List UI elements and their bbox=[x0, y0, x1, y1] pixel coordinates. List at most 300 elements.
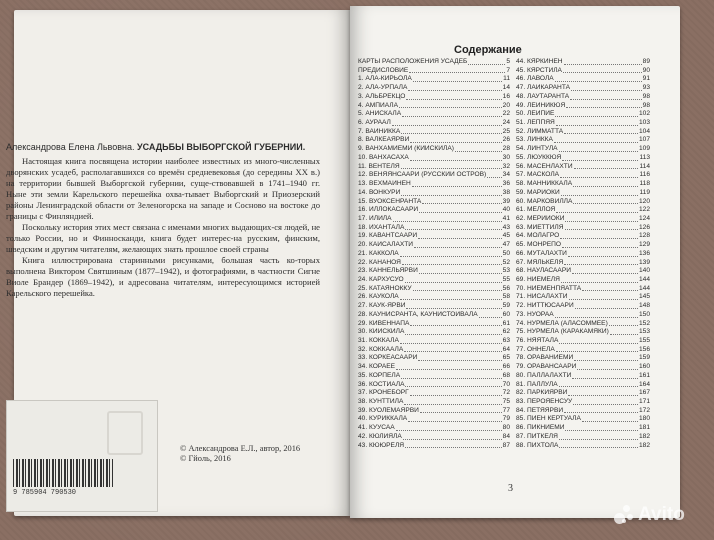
toc-leader bbox=[582, 285, 638, 292]
toc-leader bbox=[582, 415, 638, 422]
toc-entry bbox=[358, 442, 510, 451]
toc-entry bbox=[516, 276, 650, 285]
toc-leader bbox=[400, 337, 502, 344]
toc-entry bbox=[516, 337, 650, 346]
toc-entry-page: 43 bbox=[502, 223, 510, 231]
toc-leader bbox=[570, 93, 642, 100]
toc-leader bbox=[410, 154, 502, 161]
toc-entry-title: 2. АЛА-УРПАЛА bbox=[358, 84, 408, 92]
toc-entry-title: 5. АНИСКАЛА bbox=[358, 110, 402, 118]
toc-title: Содержание bbox=[454, 44, 522, 56]
toc-leader bbox=[577, 363, 638, 370]
toc-leader bbox=[400, 250, 502, 257]
toc-entry-title: 86. ПИКНИЕМИ bbox=[516, 424, 565, 432]
toc-entry-page: 145 bbox=[638, 293, 650, 301]
toc-leader bbox=[405, 381, 501, 388]
toc-leader bbox=[573, 180, 638, 187]
toc-entry-page: 53 bbox=[502, 267, 510, 275]
toc-leader bbox=[479, 311, 502, 318]
toc-leader bbox=[401, 128, 501, 135]
toc-entry-page: 89 bbox=[642, 58, 650, 65]
toc-leader bbox=[405, 442, 502, 449]
toc-entry-page: 11 bbox=[503, 75, 510, 83]
toc-entry-title: 43. КЮЮРЁЛЯ bbox=[358, 441, 405, 449]
barcode-icon bbox=[13, 459, 113, 487]
toc-leader bbox=[610, 328, 638, 335]
annotation-text bbox=[6, 142, 320, 299]
toc-entry-page: 63 bbox=[502, 337, 510, 344]
toc-leader bbox=[561, 276, 638, 283]
toc-entry bbox=[358, 189, 510, 198]
toc-entry-title: 37. КРОНЕБОРГ bbox=[358, 389, 409, 397]
toc-entry bbox=[516, 433, 650, 442]
toc-entry-title: 7. ВАЙНИККА bbox=[358, 127, 401, 135]
toc-entry-page: 182 bbox=[638, 441, 650, 449]
toc-entry bbox=[358, 259, 510, 268]
toc-entry-page: 180 bbox=[638, 415, 650, 423]
toc-entry bbox=[358, 250, 510, 259]
toc-entry bbox=[516, 171, 650, 180]
toc-entry-title: 25. КАТАЯНОККУ bbox=[358, 284, 412, 292]
toc-entry bbox=[358, 363, 510, 372]
toc-leader bbox=[406, 93, 501, 100]
toc-entry bbox=[516, 372, 650, 381]
toc-entry-title: 68. НАУЛАСААРИ bbox=[516, 267, 571, 275]
toc-entry-title: 59. МАРИОКИ bbox=[516, 188, 560, 196]
toc-entry bbox=[358, 154, 510, 163]
toc-entry bbox=[358, 354, 510, 363]
toc-entry bbox=[358, 215, 510, 224]
toc-entry-page: 56 bbox=[502, 284, 510, 292]
toc-leader bbox=[422, 198, 501, 205]
toc-entry bbox=[516, 198, 650, 207]
toc-leader bbox=[408, 415, 501, 422]
toc-entry-title: 81. ПАЛЛУЛА bbox=[516, 380, 558, 388]
toc-entry bbox=[358, 328, 510, 337]
toc-entry-title: 24. КАРХУСУО bbox=[358, 275, 404, 283]
toc-entry bbox=[516, 293, 650, 302]
toc-entry-page: 79 bbox=[502, 415, 510, 423]
toc-entry-page: 107 bbox=[638, 136, 650, 144]
toc-entry-page: 64 bbox=[502, 345, 510, 353]
toc-entry-page: 171 bbox=[638, 398, 650, 406]
toc-entry-title: 62. МЕРИЙОКИ bbox=[516, 214, 565, 222]
toc-entry-title: 3. АЛЬБРЕКЦО bbox=[358, 92, 406, 100]
toc-entry bbox=[358, 276, 510, 285]
toc-entry-title: 75. НУРМЕЛА (КАРАКАМЯКИ) bbox=[516, 328, 609, 336]
annotation-paragraph: Книга иллюстрирована старинными рисунками, большая часть ко-торых выполнена Виктором Святшиным (1877–1942), и фотографиями, в частности Сигне Виоле Брандер (1869–1942), и адресована читателям, интересующимся историей Карельского перешейка. bbox=[6, 255, 320, 298]
toc-entry-page: 136 bbox=[638, 249, 650, 257]
toc-leader bbox=[559, 337, 638, 344]
annotation-paragraph: Поскольку история этих мест связана с именами многих выдающих-ся людей, не только России, но и Финносканди, книга будет интерес-на русским, финским, шведским и другим читателям, желающих знать прошлое своей страны bbox=[6, 222, 320, 254]
toc-entry bbox=[516, 102, 650, 111]
toc-entry bbox=[516, 93, 650, 102]
toc-entry bbox=[516, 206, 650, 215]
toc-entry-title: 21. КАККОЛА bbox=[358, 249, 399, 257]
toc-entry bbox=[516, 154, 650, 163]
toc-entry-page: 182 bbox=[638, 432, 650, 440]
toc-entry-page: 20 bbox=[502, 101, 510, 109]
toc-leader bbox=[564, 407, 638, 414]
toc-entry-title: 47. ЛАЙКАРАНТА bbox=[516, 84, 571, 92]
toc-entry-page: 172 bbox=[638, 406, 650, 414]
toc-leader bbox=[419, 267, 502, 274]
toc-leader bbox=[564, 259, 638, 266]
toc-entry-title: 58. МАННИККАЛА bbox=[516, 180, 573, 188]
publisher-logo-icon bbox=[107, 411, 143, 455]
toc-entry bbox=[358, 433, 510, 442]
toc-entry bbox=[516, 302, 650, 311]
toc-entry-page: 152 bbox=[638, 319, 650, 327]
toc-entry-title: 69. НИЕМЕЛЯ bbox=[516, 275, 560, 283]
toc-entry-page: 52 bbox=[502, 258, 510, 266]
toc-entry-title: 57. МАСКОЛА bbox=[516, 171, 560, 179]
toc-entry-title: 56. МАСЕНЛАХТИ bbox=[516, 162, 573, 170]
toc-entry-page: 5 bbox=[506, 58, 510, 65]
toc-leader bbox=[401, 189, 501, 196]
toc-entry bbox=[516, 215, 650, 224]
toc-entry-page: 181 bbox=[638, 424, 650, 432]
toc-leader bbox=[405, 328, 501, 335]
toc-entry-title: 20. КАЙСАЛАХТИ bbox=[358, 241, 414, 249]
toc-entry-title: 4. АМПИАЛА bbox=[358, 101, 398, 109]
toc-entry bbox=[516, 58, 650, 67]
toc-leader bbox=[404, 346, 501, 353]
toc-entry-title: 80. ПАЛЛАЛАХТИ bbox=[516, 371, 572, 379]
toc-leader bbox=[404, 398, 501, 405]
toc-entry-title: 42. КЮЛИЯЛА bbox=[358, 432, 402, 440]
toc-entry bbox=[516, 224, 650, 233]
toc-entry bbox=[516, 320, 650, 329]
toc-entry-title: 15. ВУОКСЕНРАНТА bbox=[358, 197, 422, 205]
toc-leader bbox=[413, 285, 502, 292]
toc-entry bbox=[516, 407, 650, 416]
toc-entry-page: 22 bbox=[502, 110, 510, 118]
toc-entry bbox=[358, 381, 510, 390]
toc-leader bbox=[420, 407, 502, 414]
toc-entry-page: 62 bbox=[502, 328, 510, 336]
watermark-text: Avito bbox=[638, 504, 685, 525]
toc-entry-title: 88. ПИХТОЛА bbox=[516, 441, 559, 449]
toc-leader bbox=[410, 136, 501, 143]
toc-entry-title: 78. ОРАВАНИЕМИ bbox=[516, 354, 574, 362]
copyright-block bbox=[180, 444, 300, 464]
toc-leader bbox=[572, 267, 638, 274]
toc-leader bbox=[563, 67, 642, 74]
toc-entry bbox=[358, 206, 510, 215]
toc-entry-title: 77. ОННЕЛА bbox=[516, 345, 555, 353]
toc-entry-page: 153 bbox=[638, 328, 650, 336]
toc-leader bbox=[562, 241, 638, 248]
toc-entry-title: КАРТЫ РАСПОЛОЖЕНИЯ УСАДЕБ bbox=[358, 58, 468, 65]
toc-entry-page: 77 bbox=[502, 406, 510, 414]
toc-leader bbox=[559, 442, 638, 449]
toc-entry-title: 55. ЛЮУККЮЯ bbox=[516, 153, 562, 161]
toc-entry-title: 72. НИТТЮСААРИ bbox=[516, 302, 574, 310]
toc-entry-page: 109 bbox=[638, 145, 650, 153]
toc-entry-page: 103 bbox=[638, 119, 650, 127]
toc-leader bbox=[401, 163, 502, 170]
toc-entry bbox=[358, 415, 510, 424]
toc-entry-title: 49. ЛЕЙНИКЮЯ bbox=[516, 101, 566, 109]
toc-entry-page: 30 bbox=[502, 153, 510, 161]
toc-entry-page: 144 bbox=[638, 275, 650, 283]
toc-entry-title: 12. ВЕНЯЯНСААРИ (РУССКИЙ ОСТРОВ) bbox=[358, 171, 487, 179]
toc-entry bbox=[358, 198, 510, 207]
toc-entry bbox=[516, 67, 650, 76]
toc-entry-title: 66. МУТАЛАХТИ bbox=[516, 249, 567, 257]
toc-entry-page: 36 bbox=[502, 180, 510, 188]
toc-entry bbox=[516, 285, 650, 294]
toc-entry-page: 58 bbox=[502, 293, 510, 301]
toc-entry-title: 67. МЯЛЬКЁЛЯ bbox=[516, 258, 564, 266]
toc-entry-page: 156 bbox=[638, 345, 650, 353]
toc-entry bbox=[358, 102, 510, 111]
toc-entry-page: 98 bbox=[642, 101, 650, 109]
toc-entry-page: 150 bbox=[638, 310, 650, 318]
toc-entry bbox=[516, 381, 650, 390]
toc-entry-title: 41. КУУСАА bbox=[358, 424, 395, 432]
toc-entry-title: 8. ВАЛКЕАЯРВИ bbox=[358, 136, 410, 144]
toc-entry-page: 59 bbox=[502, 302, 510, 310]
toc-leader bbox=[468, 58, 505, 65]
toc-entry bbox=[358, 110, 510, 119]
isbn-number: 9 785904 790530 bbox=[13, 489, 77, 497]
toc-entry-page: 122 bbox=[638, 206, 650, 214]
toc-leader bbox=[554, 136, 638, 143]
toc-leader bbox=[568, 250, 638, 257]
toc-entry-title: 34. КОРАЕЕ bbox=[358, 363, 396, 371]
toc-entry-title: 44. КЯРКИНЕН bbox=[516, 58, 563, 65]
toc-entry-title: 19. КАВАНТСААРИ bbox=[358, 232, 418, 240]
toc-entry-title: 76. НЯЯТАЛА bbox=[516, 337, 559, 344]
toc-entry-page: 120 bbox=[638, 197, 650, 205]
toc-leader bbox=[565, 224, 638, 231]
toc-entry bbox=[516, 442, 650, 451]
toc-entry-page: 144 bbox=[638, 284, 650, 292]
toc-entry-page: 38 bbox=[502, 188, 510, 196]
toc-entry-page: 102 bbox=[638, 110, 650, 118]
toc-entry bbox=[358, 67, 510, 76]
toc-entry bbox=[358, 267, 510, 276]
toc-entry-title: 63. МИЕТТИЛЯ bbox=[516, 223, 564, 231]
toc-entry bbox=[358, 232, 510, 241]
toc-entry-page: 47 bbox=[502, 241, 510, 249]
toc-leader bbox=[403, 433, 502, 440]
toc-entry bbox=[358, 136, 510, 145]
toc-entry-title: 82. ПАРКИЯРВИ bbox=[516, 389, 568, 397]
toc-leader bbox=[561, 189, 639, 196]
toc-entry-title: 85. ПИЕН КЕРТУАЛА bbox=[516, 415, 581, 423]
toc-entry-title: 46. ЛАВОЛА bbox=[516, 75, 554, 83]
toc-entry bbox=[358, 128, 510, 137]
toc-leader bbox=[487, 171, 501, 178]
toc-leader bbox=[393, 215, 502, 222]
toc-leader bbox=[413, 75, 502, 82]
toc-entry-page: 41 bbox=[502, 214, 510, 222]
toc-entry bbox=[516, 241, 650, 250]
toc-entry bbox=[358, 346, 510, 355]
toc-entry-title: 10. ВАНХАСАХА bbox=[358, 153, 409, 161]
toc-entry bbox=[516, 328, 650, 337]
toc-entry-title: 87. ПИТКЕЛЯ bbox=[516, 432, 558, 440]
toc-entry-page: 7 bbox=[506, 66, 510, 74]
toc-entry-title: 26. КАУКОЛА bbox=[358, 293, 399, 301]
toc-leader bbox=[569, 293, 638, 300]
toc-entry bbox=[358, 389, 510, 398]
toc-entry-title: 17. ИЛИЛА bbox=[358, 214, 392, 222]
toc-entry bbox=[358, 119, 510, 128]
toc-entry-page: 93 bbox=[642, 84, 650, 92]
toc-entry-title: 45. КЯРСТИЛА bbox=[516, 66, 562, 74]
toc-entry-title: 6. АУРААЛ bbox=[358, 119, 391, 127]
toc-entry-page: 32 bbox=[502, 162, 510, 170]
toc-entry-page: 148 bbox=[638, 302, 650, 310]
toc-entry bbox=[358, 302, 510, 311]
toc-entry-title: 73. НУОРАА bbox=[516, 310, 554, 318]
toc-leader bbox=[412, 180, 502, 187]
toc-entry-title: 70. НИЕМЕНПЯАТТА bbox=[516, 284, 582, 292]
toc-entry-page: 91 bbox=[642, 75, 650, 83]
toc-entry bbox=[358, 58, 510, 67]
toc-entry-page: 124 bbox=[638, 214, 650, 222]
toc-entry-title: 22. КАНАНОЯ bbox=[358, 258, 401, 266]
toc-entry bbox=[358, 224, 510, 233]
toc-entry bbox=[358, 424, 510, 433]
toc-entry-page: 139 bbox=[638, 258, 650, 266]
toc-entry bbox=[358, 337, 510, 346]
toc-entry-page: 161 bbox=[638, 371, 650, 379]
toc-entry-page: 119 bbox=[639, 188, 650, 196]
toc-entry-title: 31. КОККАЛА bbox=[358, 337, 399, 344]
toc-leader bbox=[560, 232, 638, 239]
toc-entry-title: 50. ЛЕЙПИЁ bbox=[516, 110, 555, 118]
toc-entry-page: 116 bbox=[639, 171, 650, 179]
toc-entry-title: 35. КОРПЕЛА bbox=[358, 371, 401, 379]
toc-entry-title: 52. ЛИММАТТА bbox=[516, 127, 564, 135]
toc-entry bbox=[516, 180, 650, 189]
toc-entry bbox=[516, 267, 650, 276]
copyright-line: © Гйоль, 2016 bbox=[180, 454, 231, 463]
toc-entry bbox=[358, 311, 510, 320]
toc-leader bbox=[414, 241, 502, 248]
toc-entry-page: 87 bbox=[502, 441, 510, 449]
toc-entry-title: 14. ВОНКУРИ bbox=[358, 188, 401, 196]
toc-entry-page: 113 bbox=[639, 153, 650, 161]
toc-leader bbox=[418, 354, 501, 361]
toc-entry-title: 64. МОЛАГРО bbox=[516, 232, 560, 240]
toc-entry-title: 9. ВАНХАМИЕМИ (КИЙСКИЛА) bbox=[358, 145, 454, 153]
toc-entry-page: 118 bbox=[639, 180, 650, 188]
toc-entry-page: 39 bbox=[502, 197, 510, 205]
toc-entry-page: 167 bbox=[638, 389, 650, 397]
toc-column-2 bbox=[516, 58, 650, 450]
toc-entry-page: 84 bbox=[502, 432, 510, 440]
toc-entry-page: 55 bbox=[502, 275, 510, 283]
toc-entry bbox=[516, 189, 650, 198]
toc-entry-title: 74. НУРМЕЛА (АЛАСОММЕЕ) bbox=[516, 319, 608, 327]
toc-leader bbox=[405, 224, 501, 231]
toc-entry bbox=[358, 320, 510, 329]
toc-leader bbox=[408, 84, 501, 91]
toc-entry-title: 29. КИВЕННАПА bbox=[358, 319, 410, 327]
toc-entry-page: 160 bbox=[638, 363, 650, 371]
toc-entry bbox=[358, 84, 510, 93]
toc-entry-title: 27. КАУК-ЯРВИ bbox=[358, 302, 406, 310]
book-title: УСАДЬБЫ ВЫБОРГСКОЙ ГУБЕРНИИ. bbox=[137, 142, 306, 152]
toc-entry-page: 16 bbox=[502, 92, 510, 100]
toc-entry-page: 114 bbox=[639, 162, 650, 170]
toc-entry-page: 40 bbox=[502, 206, 510, 214]
toc-entry bbox=[358, 372, 510, 381]
toc-entry bbox=[516, 136, 650, 145]
toc-entry bbox=[516, 75, 650, 84]
toc-entry-title: 30. КИЙСКИЛА bbox=[358, 328, 405, 336]
toc-entry-page: 128 bbox=[638, 232, 650, 240]
toc-leader bbox=[559, 433, 638, 440]
toc-entry-title: 84. ПЕТЯЯРВИ bbox=[516, 406, 564, 414]
toc-entry bbox=[358, 75, 510, 84]
toc-entry-title: 23. КАННЕЛЬЯРВИ bbox=[358, 267, 418, 275]
toc-entry-page: 126 bbox=[638, 223, 650, 231]
toc-leader bbox=[410, 320, 501, 327]
toc-entry bbox=[358, 293, 510, 302]
toc-entry-title: 51. ЛЕППЯЯ bbox=[516, 119, 555, 127]
toc-leader bbox=[418, 232, 502, 239]
copyright-line: © Александрова Е.Л., автор, 2016 bbox=[180, 444, 301, 453]
toc-entry bbox=[358, 407, 510, 416]
toc-leader bbox=[399, 102, 502, 109]
toc-leader bbox=[396, 363, 502, 370]
avito-watermark bbox=[614, 504, 685, 526]
toc-leader bbox=[565, 215, 638, 222]
toc-entry-page: 25 bbox=[502, 127, 510, 135]
toc-leader bbox=[406, 302, 501, 309]
toc-leader bbox=[392, 119, 502, 126]
toc-entry-page: 90 bbox=[642, 66, 650, 74]
toc-entry-title: 54. ЛИНТУЛА bbox=[516, 145, 558, 153]
toc-leader bbox=[402, 110, 502, 117]
toc-entry-page: 98 bbox=[642, 92, 650, 100]
toc-entry-title: 79. ОРАВАНСААРИ bbox=[516, 363, 577, 371]
toc-entry-page: 50 bbox=[502, 249, 510, 257]
toc-leader bbox=[568, 389, 638, 396]
toc-entry bbox=[516, 398, 650, 407]
toc-entry bbox=[358, 285, 510, 294]
toc-entry-page: 61 bbox=[502, 319, 510, 327]
toc-entry-title: 48. ЛАУТАРАНТА bbox=[516, 92, 570, 100]
avito-logo-icon bbox=[614, 505, 634, 525]
toc-entry-title: 16. ИЛЛОКАСААРИ bbox=[358, 206, 419, 214]
toc-entry-page: 70 bbox=[502, 380, 510, 388]
toc-entry bbox=[358, 145, 510, 154]
toc-entry bbox=[516, 346, 650, 355]
toc-entry-title: 83. ПЕРОЯЕНСУУ bbox=[516, 398, 573, 406]
toc-entry-title: 18. ИХАНТАЛА bbox=[358, 223, 405, 231]
toc-entry bbox=[516, 119, 650, 128]
toc-entry-page: 155 bbox=[638, 337, 650, 344]
toc-leader bbox=[556, 206, 638, 213]
toc-leader bbox=[555, 110, 638, 117]
toc-entry bbox=[516, 84, 650, 93]
toc-entry bbox=[358, 163, 510, 172]
toc-leader bbox=[564, 58, 642, 65]
toc-leader bbox=[560, 171, 638, 178]
toc-entry-page: 65 bbox=[502, 354, 510, 362]
annotation-heading bbox=[6, 142, 320, 153]
toc-entry bbox=[516, 424, 650, 433]
toc-leader bbox=[410, 389, 502, 396]
